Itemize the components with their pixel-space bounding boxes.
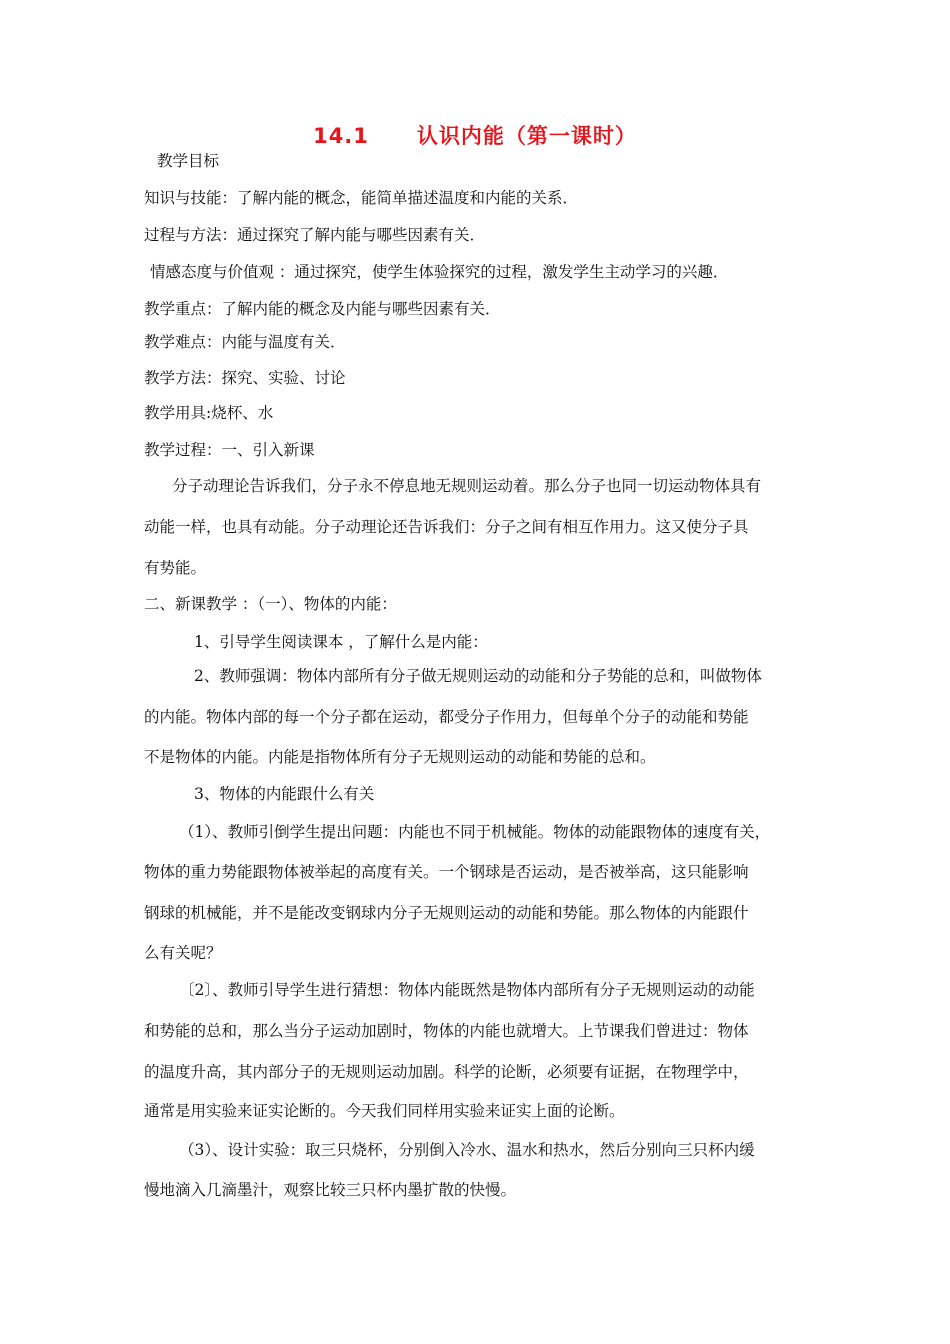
paragraph-line: 3、物体的内能跟什么有关: [194, 785, 375, 803]
paragraph-line: 有势能。: [144, 559, 207, 577]
page-title: [0, 120, 950, 150]
paragraph-line: （3）、设计实验：取三只烧杯，分别倒入冷水、温水和热水，然后分别向三只杯内缓: [179, 1141, 755, 1159]
paragraph-line: 不是物体的内能。内能是指物体所有分子无规则运动的动能和势能的总和。: [144, 748, 656, 766]
title-number: 14.1: [313, 124, 369, 148]
paragraph-line: （1）、教师引倒学生提出问题：内能也不同于机械能。物体的动能跟物体的速度有关，: [179, 823, 771, 841]
paragraph-line: 2、教师强调：物体内部所有分子做无规则运动的动能和分子势能的总和，叫做物体: [194, 667, 762, 685]
paragraph-line: 知识与技能：了解内能的概念，能简单描述温度和内能的关系．: [144, 189, 579, 207]
paragraph-line: 教学难点：内能与温度有关．: [144, 333, 346, 351]
paragraph-line: 的温度升高，其内部分子的无规则运动加剧。科学的论断，必须要有证据，在物理学中，: [144, 1063, 749, 1081]
title-text: 认识内能（第一课时）: [416, 124, 637, 148]
paragraph-line: 过程与方法：通过探究了解内能与哪些因素有关．: [144, 226, 486, 244]
paragraph-line: 1、引导学生阅读课本 ，了解什么是内能：: [194, 633, 488, 651]
paragraph-line: 教学过程：一、引入新课: [144, 441, 315, 459]
paragraph-line: 慢地滴入几滴墨汁，观察比较三只杯内墨扩散的快慢。: [144, 1181, 517, 1199]
paragraph-line: 动能一样，也具有动能。分子动理论还告诉我们：分子之间有相互作用力。这又使分子具: [144, 518, 749, 536]
paragraph-line: 分子动理论告诉我们，分子永不停息地无规则运动着。那么分子也同一切运动物体具有: [172, 477, 762, 495]
paragraph-line: 教学方法：探究、实验、讨论: [144, 369, 346, 387]
paragraph-line: 教学重点：了解内能的概念及内能与哪些因素有关．: [144, 300, 501, 318]
paragraph-line: 通常是用实验来证实论断的。今天我们同样用实验来证实上面的论断。: [144, 1102, 625, 1120]
section-heading-new-lesson: 二、新课教学 ：（一）、物体的内能：: [144, 595, 397, 613]
paragraph-line: 的内能。物体内部的每一个分子都在运动，都受分子作用力，但每单个分子的动能和势能: [144, 708, 749, 726]
paragraph-line: 和势能的总和，那么当分子运动加剧时，物体的内能也就增大。上节课我们曾进过：物体: [144, 1022, 749, 1040]
paragraph-line: 情感态度与价值观 ：通过探究，使学生体验探究的过程，激发学生主动学习的兴趣．: [150, 263, 729, 281]
paragraph-line: 教学用具:烧杯、水: [144, 404, 274, 422]
paragraph-line: 〔2〕、教师引导学生进行猜想：物体内能既然是物体内部所有分子无规则运动的动能: [179, 981, 755, 999]
paragraph-line: 钢球的机械能，并不是能改变钢球内分子无规则运动的动能和势能。那么物体的内能跟什: [144, 904, 749, 922]
paragraph-line: 物体的重力势能跟物体被举起的高度有关。一个钢球是否运动，是否被举高，这只能影响: [144, 863, 749, 881]
section-heading-goals: 教学目标: [157, 152, 220, 170]
paragraph-line: 么有关呢？: [144, 944, 222, 962]
